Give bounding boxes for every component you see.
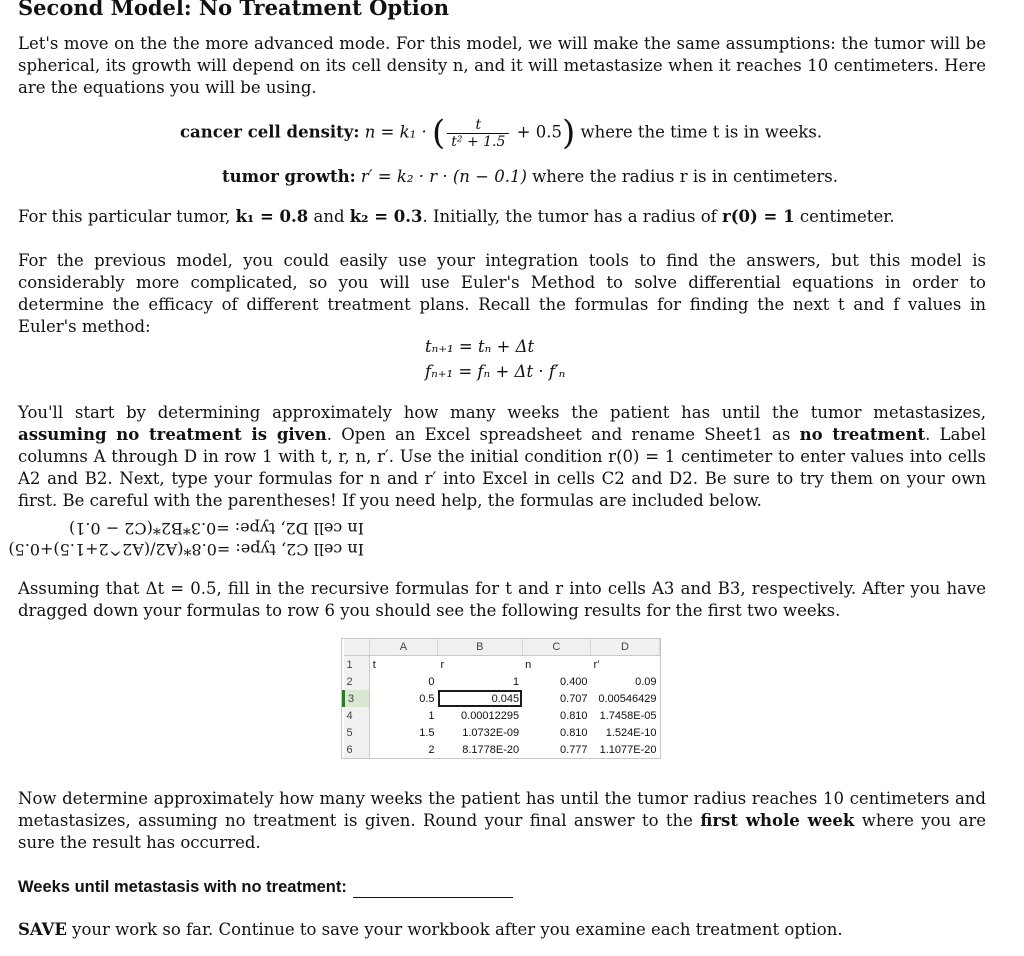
save-note [18, 919, 986, 941]
cell-a1[interactable]: t [372, 658, 376, 671]
left-paren: ( [431, 113, 446, 153]
cell-a5[interactable]: 1.5 [419, 726, 435, 739]
cell-c6[interactable]: 0.777 [560, 743, 588, 756]
fraction-numerator: t [475, 116, 482, 133]
cell-d5[interactable]: 1.524E-10 [605, 726, 657, 739]
cell-c3[interactable]: 0.707 [560, 692, 588, 705]
density-label: cancer cell density: [180, 122, 360, 142]
cell-a2[interactable]: 0 [428, 675, 435, 688]
hidden-formula-d2: In cell D2, type: =0.3*B2*(C2 − 0.1) [68, 519, 364, 538]
column-header-b[interactable]: B [438, 639, 523, 656]
final-end: where you are sure the result has occurred. [18, 811, 987, 852]
cell-a4[interactable]: 1 [428, 709, 435, 722]
row-number[interactable]: 5 [344, 724, 370, 741]
density-equation [180, 113, 823, 153]
save-rest: your work so far. Continue to save your workbook after you examine each treatment option. [72, 920, 843, 939]
column-header-d[interactable]: D [591, 639, 660, 656]
intro-paragraph: Let's move on the the more advanced mode. For this model, we will make the same assumptions: the tumor will be spherical, its growth will depend on its cell density n, and it will metastasize when it reaches 10 centimeters. Here are the equations you will be using. [18, 34, 986, 97]
growth-label: tumor growth: [222, 167, 356, 186]
instructions-rest: . Label columns A through D in row 1 with t, r, n, r′. Use the initial condition r(0) = 1 centimeter to enter values into cells A2 and B2. Next, type your formulas for n and r′ into Excel in cells C2 and D2. Be sure to try them on your own first. Be careful with the parentheses! If you need help, the formulas are included below. [18, 425, 987, 510]
cell-c5[interactable]: 0.810 [560, 726, 588, 739]
page-title: Second Model: No Treatment Option [18, 0, 450, 20]
cell-c4[interactable]: 0.810 [560, 709, 588, 722]
cell-c2[interactable]: 0.400 [560, 675, 588, 688]
assume-paragraph: Assuming that Δt = 0.5, fill in the recursive formulas for t and r into cells A3 and B3, respectively. After you have dragged down your formulas to row 6 you should see the following results for the first two weeks. [18, 579, 986, 620]
cell-b2[interactable]: 1 [513, 675, 520, 688]
final-start: Now determine approximately how many weeks the patient has until the tumor radius reaches 10 centimeters and metastasizes, assuming no treatment is given. Round your final answer to the [18, 789, 986, 830]
growth-note: where the radius r is in centimeters. [532, 167, 838, 186]
right-paren: ) [561, 113, 576, 153]
column-header-c[interactable]: C [522, 639, 590, 656]
cell-d3[interactable]: 0.00546429 [598, 692, 657, 705]
column-header-row [344, 639, 660, 656]
cell-a6[interactable]: 2 [428, 743, 435, 756]
cell-b6[interactable]: 8.1778E-20 [462, 743, 520, 756]
row-number-selected[interactable]: 3 [344, 690, 370, 707]
instructions-bold-1: assuming no treatment is given [18, 425, 327, 444]
params-paragraph [18, 206, 986, 228]
params-text-c: centimeter. [799, 207, 895, 226]
sheet-row-6 [344, 741, 660, 758]
answer-label: Weeks until metastasis with no treatment: [18, 878, 347, 896]
sheet-row-2 [344, 673, 660, 690]
cell-c1[interactable]: n [525, 658, 532, 671]
final-bold: first whole week [700, 811, 855, 830]
column-header-a[interactable]: A [369, 639, 437, 656]
params-and: and [313, 207, 345, 226]
cell-d6[interactable]: 1.1077E-20 [599, 743, 657, 756]
cell-b1[interactable]: r [440, 658, 445, 671]
row-number[interactable]: 6 [344, 741, 370, 758]
save-bold: SAVE [18, 920, 67, 939]
cell-d1[interactable]: r′ [593, 658, 600, 671]
spreadsheet [341, 638, 661, 759]
row-number[interactable]: 4 [344, 707, 370, 724]
sheet-row-1 [344, 656, 660, 674]
growth-rhs: r′ = k₂ · r · (n − 0.1) [360, 167, 527, 186]
params-text-a: For this particular tumor, [18, 207, 231, 226]
hidden-formulas [8, 518, 364, 560]
k1-value: k₁ = 0.8 [235, 207, 309, 226]
instructions-paragraph [18, 402, 986, 512]
density-lhs: n = k₁ · [364, 122, 427, 142]
euler-equation-f: fₙ₊₁ = fₙ + Δt · f′ₙ [425, 362, 566, 381]
corner-cell [344, 639, 370, 656]
row-number[interactable]: 2 [344, 673, 370, 690]
row-number[interactable]: 1 [344, 656, 370, 674]
density-fraction [447, 117, 509, 150]
density-plus: + 0.5 [516, 122, 562, 142]
density-note: where the time t is in weeks. [580, 122, 823, 142]
euler-paragraph: For the previous model, you could easily use your integration tools to find the answers, but this model is considerably more complicated, so you will use Euler's Method to solve differential equations in order to determine the efficacy of different treatment plans. Recall the formulas for finding the next t and f values in Euler's method: [18, 251, 986, 336]
sheet-row-3 [344, 690, 660, 707]
cell-a3[interactable]: 0.5 [419, 692, 435, 705]
sheet-row-5 [344, 724, 660, 741]
fraction-denominator: t² + 1.5 [447, 133, 509, 150]
cell-b4[interactable]: 0.00012295 [461, 709, 520, 722]
hidden-formula-c2: In cell C2, type: =0.8*(A2/(A2^2+1.5)+0.5) [8, 540, 364, 559]
k2-value: k₂ = 0.3 [349, 207, 423, 226]
params-text-b: . Initially, the tumor has a radius of [422, 207, 717, 226]
instructions-start: You'll start by determining approximately how many weeks the patient has until the tumor metastasizes, [18, 403, 986, 422]
cell-d2[interactable]: 0.09 [635, 675, 657, 688]
answer-blank[interactable] [353, 881, 513, 898]
cell-d4[interactable]: 1.7458E-05 [599, 709, 657, 722]
sheet-row-4 [344, 707, 660, 724]
cell-b3-selected[interactable]: 0.045 [438, 690, 523, 707]
r0-value: r(0) = 1 [722, 207, 795, 226]
answer-line [18, 876, 513, 898]
growth-equation [222, 166, 838, 188]
final-paragraph [18, 788, 986, 854]
instructions-mid: . Open an Excel spreadsheet and rename Sheet1 as [326, 425, 791, 444]
cell-b5[interactable]: 1.0732E-09 [462, 726, 520, 739]
euler-equation-t: tₙ₊₁ = tₙ + Δt [425, 337, 535, 356]
instructions-bold-2: no treatment [799, 425, 926, 444]
